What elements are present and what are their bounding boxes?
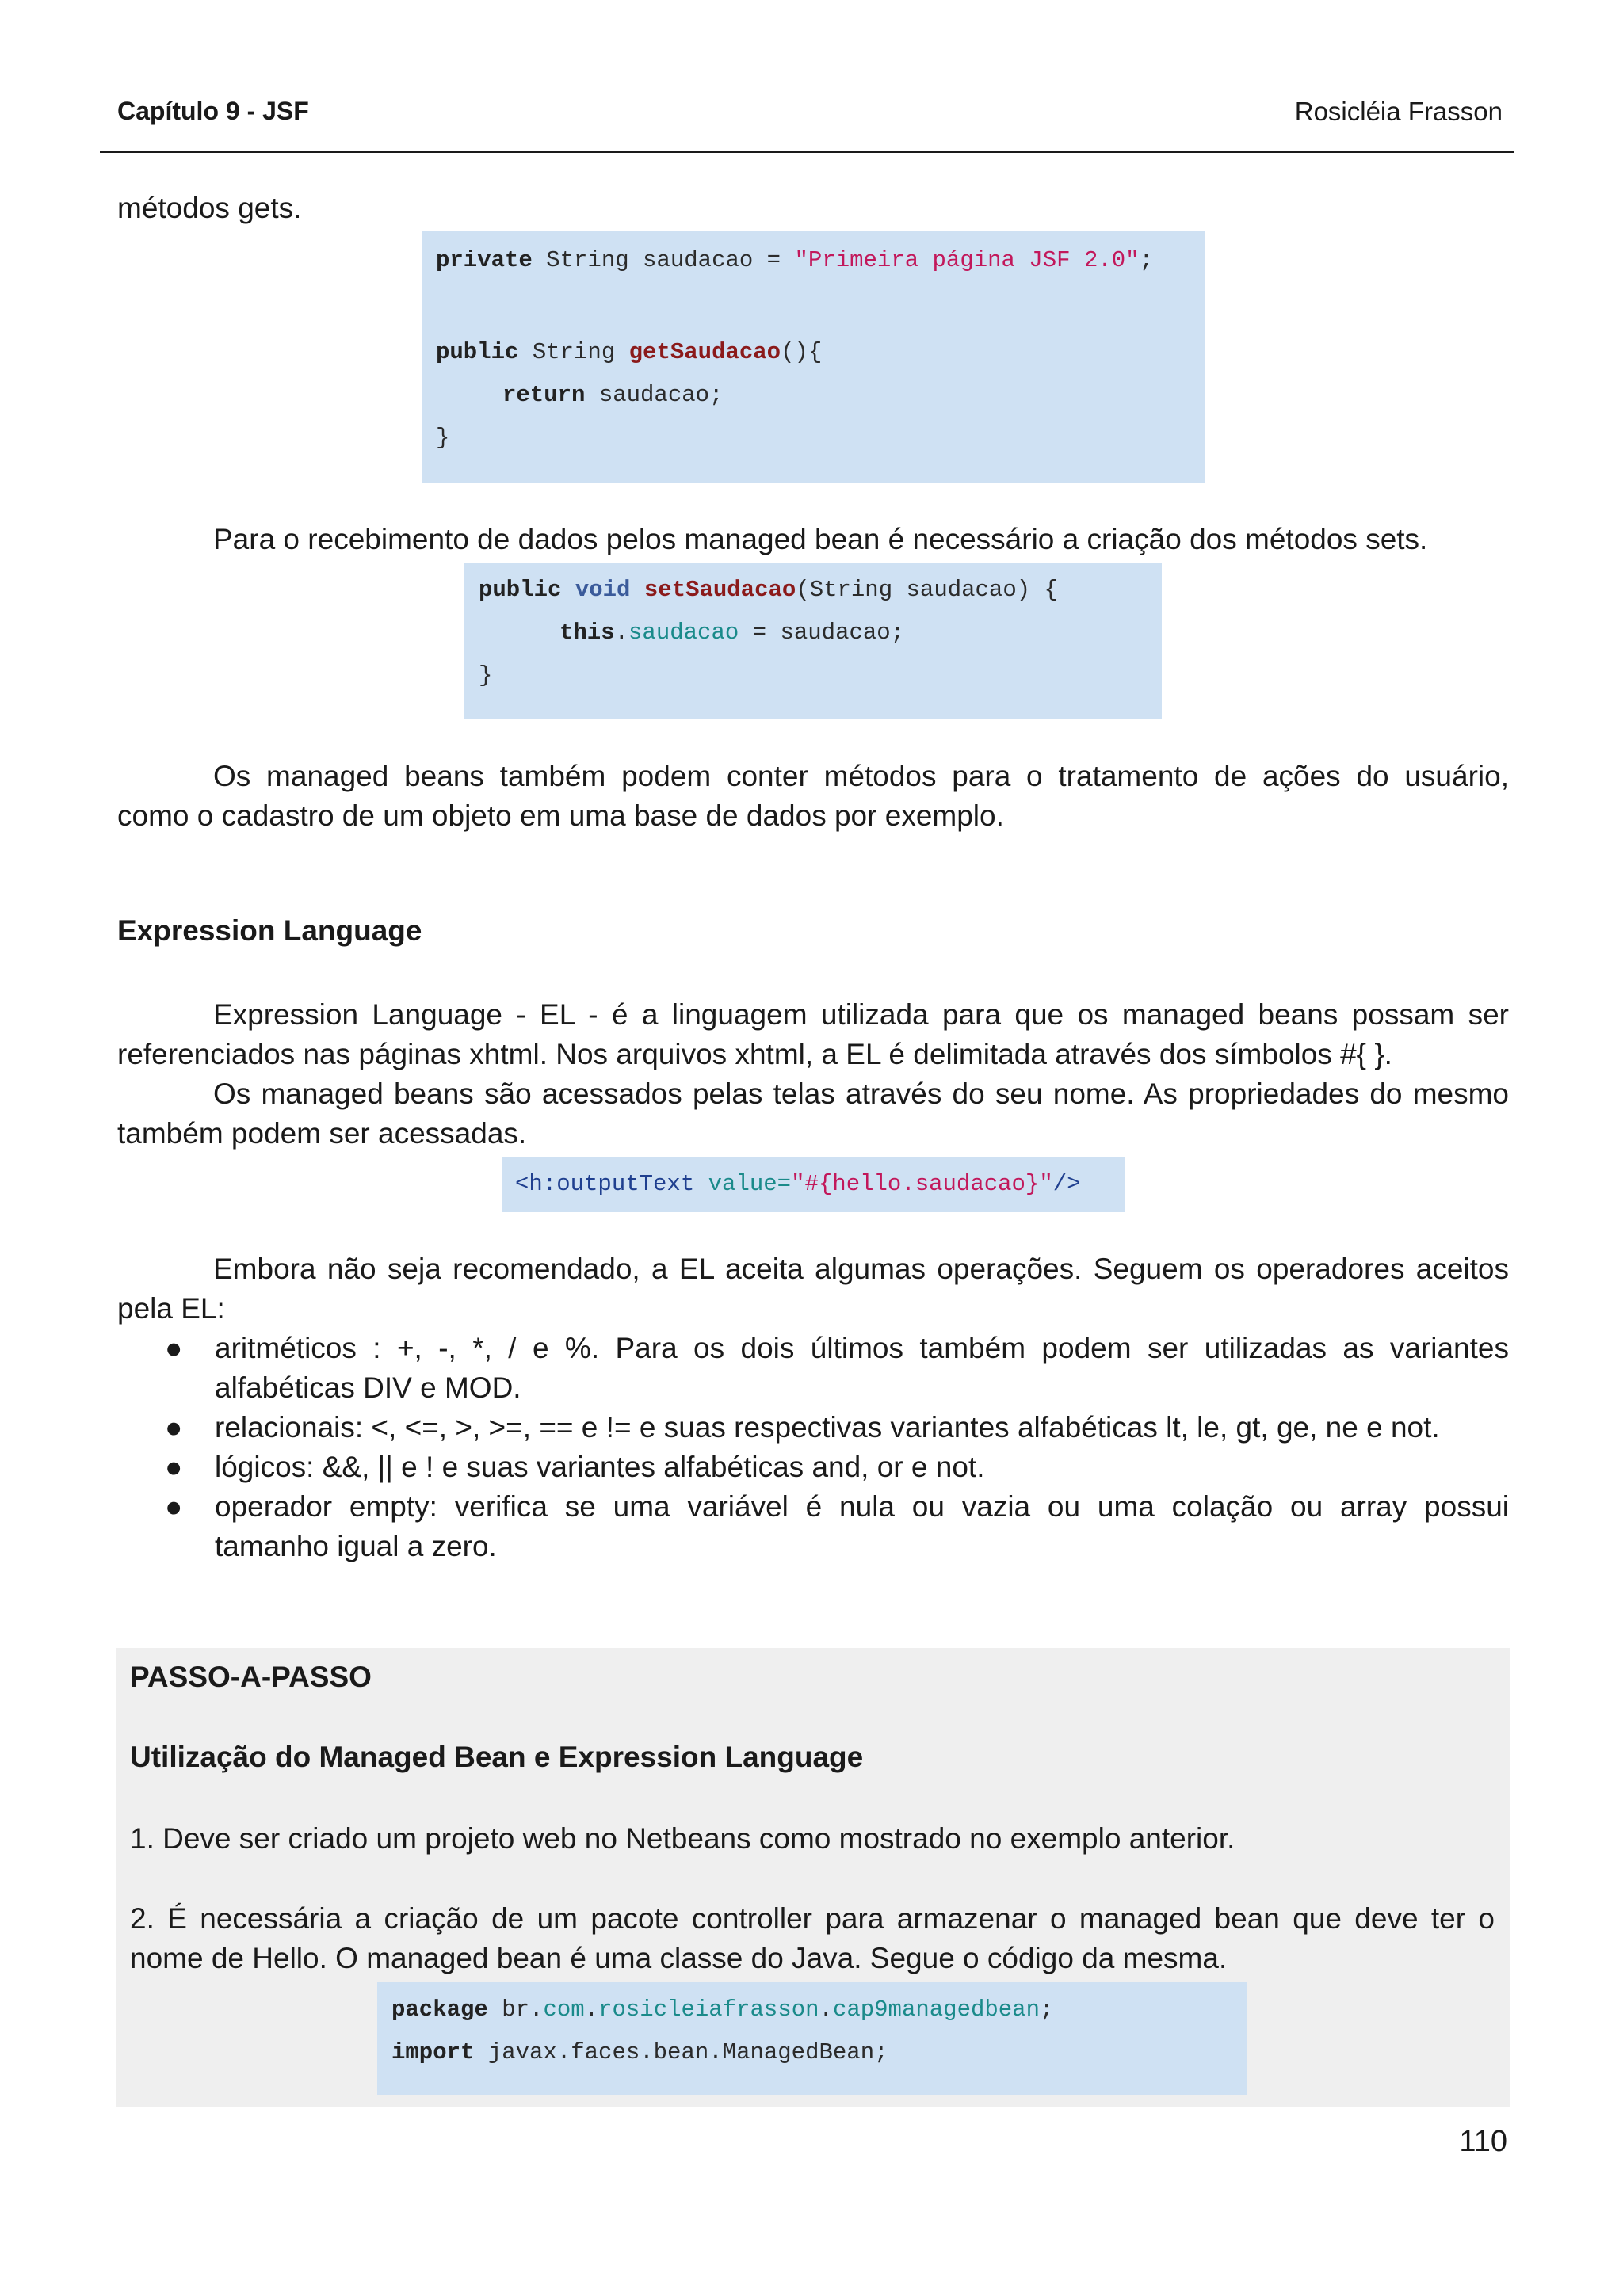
paragraph-setters: Para o recebimento de dados pelos managed bean é necessário a criação dos métodos sets. [213,523,1428,555]
chapter-title: Capítulo 9 - JSF [117,97,309,125]
paragraph-operators: Embora não seja recomendado, a EL aceita algumas operações. Seguem os operadores aceitos pela EL: [117,1253,1509,1325]
code-block-el [502,1157,1125,1212]
page-number: 110 [1459,2125,1507,2158]
code-line: public void setSaudacao(String saudacao) { [479,577,1058,603]
author-name: Rosicléia Frasson [1294,97,1503,126]
step-box-title: PASSO-A-PASSO [130,1661,372,1693]
section-heading: Expression Language [117,914,422,947]
step-1-text: 1. Deve ser criado um projeto web no Netbeans como mostrado no exemplo anterior. [130,1822,1235,1855]
code-line: this.saudacao = saudacao; [559,620,905,646]
code-line: return saudacao; [502,382,724,408]
bullet-icon: ● [165,1332,183,1364]
paragraph-actions: Os managed beans também podem conter métodos para o tratamento de ações do usuário, como o cadastro de um objeto em uma base de dados por exemplo. [117,760,1509,832]
operators-list [117,1329,1509,1566]
list-item: ● relacionais: <, <=, >, >=, == e != e suas respectivas variantes alfabéticas lt, le, gt, ge, ne e not. [117,1408,1509,1447]
code-line: } [436,425,450,451]
paragraph-el: Expression Language - EL - é a linguagem utilizada para que os managed beans possam ser referenciados nas páginas xhtml. Nos arquivos xhtml, a EL é delimitada através dos símbolos #{ }. Os managed beans são acessados pelas telas através do seu nome. As propriedades do mesmo também podem ser acessadas. [117,998,1509,1150]
code-line: public String getSaudacao(){ [436,339,823,365]
code-line: <h:outputText value="#{hello.saudacao}"/> [515,1171,1081,1197]
header-divider [100,151,1514,153]
code-block-setter [464,563,1162,719]
code-block-getter [422,231,1205,483]
code-block-package [377,1982,1247,2095]
list-item: ● operador empty: verifica se uma variável é nula ou vazia ou uma colação ou array possui tamanho igual a zero. [117,1487,1509,1566]
bullet-icon: ● [165,1451,183,1483]
bullet-icon: ● [165,1411,183,1444]
step-box-subtitle: Utilização do Managed Bean e Expression Language [130,1741,864,1773]
step-2-text: 2. É necessária a criação de um pacote controller para armazenar o managed bean que deve ter o nome de Hello. O managed bean é uma classe do Java. Segue o código da mesma. [130,1902,1495,1974]
bullet-icon: ● [165,1490,183,1523]
list-item: ● aritméticos : +, -, *, / e %. Para os dois últimos também podem ser utilizadas as variantes alfabéticas DIV e MOD. [117,1329,1509,1408]
code-line: package br.com.rosicleiafrasson.cap9managedbean; [391,1997,1054,2023]
intro-text: métodos gets. [117,192,302,224]
code-line: } [479,662,493,688]
code-line: private String saudacao = "Primeira página JSF 2.0"; [436,247,1153,273]
list-item: ● lógicos: &&, || e ! e suas variantes alfabéticas and, or e not. [117,1447,1509,1487]
code-line: import javax.faces.bean.ManagedBean; [391,2039,888,2065]
